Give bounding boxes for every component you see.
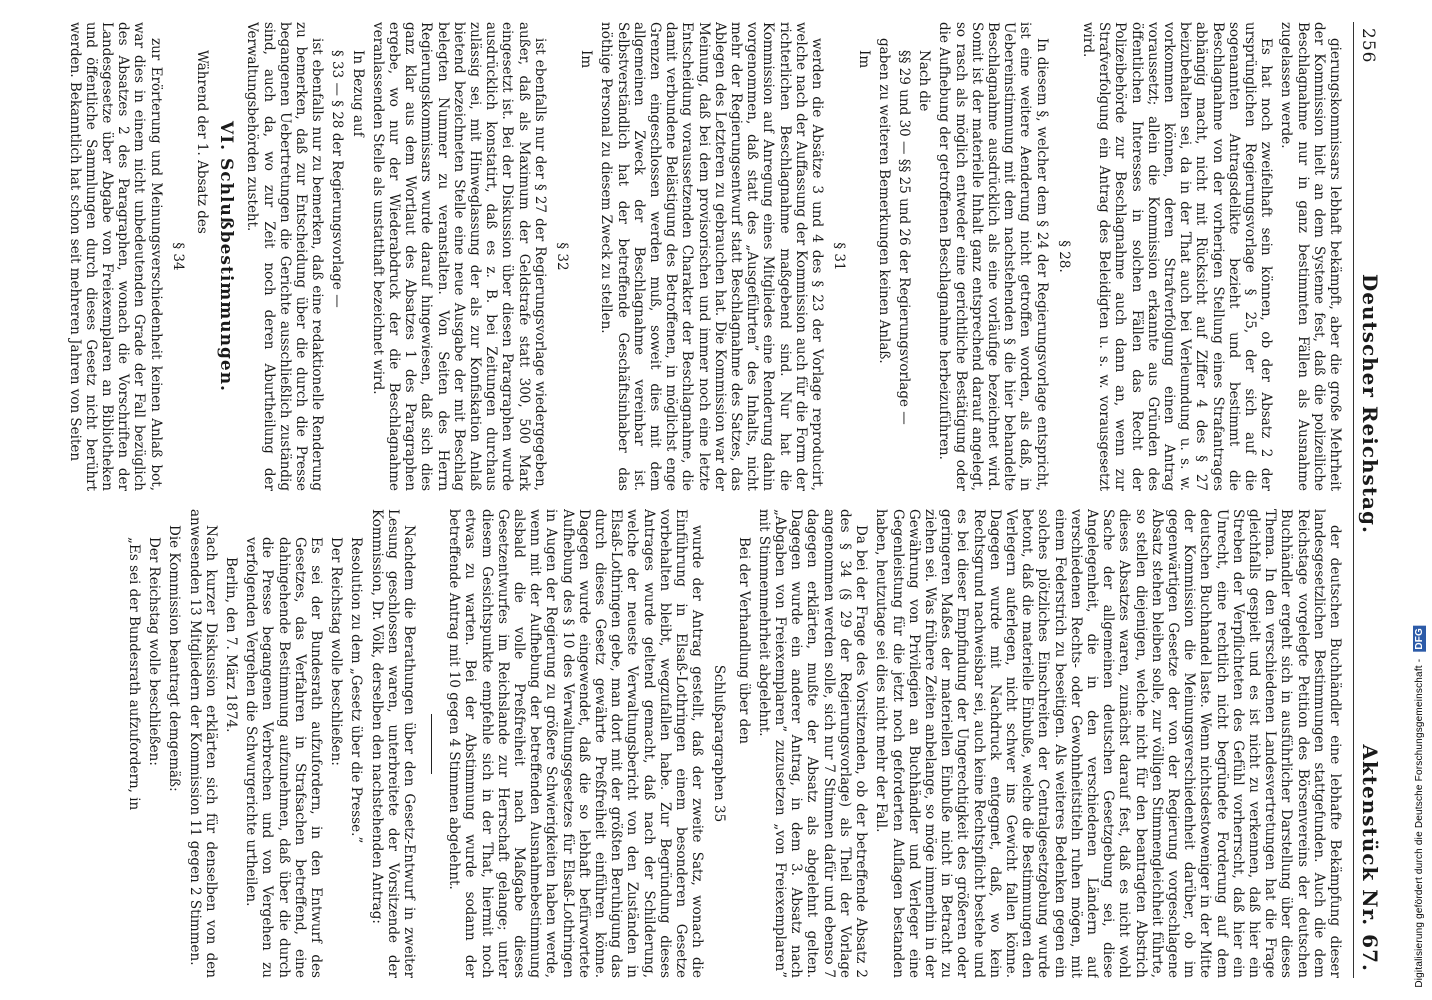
paragraph: Da bei der Frage des Vorsitzenden, ob der betreffende Absatz 2 des § 34 (§ 29 der Regierungsvorlage) als Theil der Vorlage angenommen werden solle, sich nur 7 Stimmen dafür und ebenso 7 dagegen erklärten, mußte der Absatz als abgelehnt gelten. Dagegen wurde ein anderer Antrag, in dem 3. Absatz nach „Abgaben von Freiexemplaren” zuzusetzen „von Freiexemplaren” mit Stimmenmehrheit abgelehnt.	[755, 509, 870, 978]
date-line: Berlin, den 7. März 1874.	[223, 557, 239, 733]
section-reference: § 33 — § 28 der Regierungsvorlage —	[329, 50, 346, 308]
paragraph: Bei der Verhandlung über den	[735, 537, 752, 744]
section-marker: § 32	[554, 242, 571, 271]
digitization-credit	[1413, 626, 1426, 988]
page-number: 256	[1358, 28, 1378, 64]
document-number: Aktenstück Nr. 67.	[1358, 744, 1382, 972]
paragraph: Während der 1. Absatz des	[194, 50, 210, 234]
credit-text: Digitalisierung gefördert durch die Deutsche Forschungsgemeinschaft -	[1414, 656, 1425, 988]
running-head	[1353, 22, 1382, 978]
paragraph: „Es sei der Bundesrath aufzufordern, in	[125, 537, 142, 811]
journal-title: Deutscher Reichstag.	[1358, 273, 1382, 534]
paragraph: gierungskommissars lebhaft bekämpft, aber die große Mehrheit der Kommission hielt an dem Systeme fest, daß die polizeiliche Beschlagnahme nur in ganz bestimmten Fällen als Ausnahme zugelassen werde.	[1278, 22, 1343, 491]
paragraph: In diesem §, welcher dem § 24 der Regierungsvorlage entspricht, ist eine weitere Aenderung nicht getroffen worden, als daß, in Uebereinstimmung mit dem nachstehenden § die hier behandelte Beschlagnahme ausdrücklich als eine vorläufige bezeichnet wird. Somit ist der materielle Inhalt ganz entsprechend darauf angelegt, so rasch als möglich entweder eine gerichtliche Bestätigung oder die Aufhebung der getroffenen Beschlagnahme herbeizuführen.	[936, 22, 1050, 491]
section-marker: § 28.	[1055, 240, 1072, 273]
section-heading: VI. Schlußbestimmungen.	[216, 121, 237, 392]
section-marker: § 31	[831, 242, 848, 271]
paragraph: ist ebenfalls nur der § 27 der Regierungsvorlage wiedergegeben, außer, daß als Maximum der Geldstrafe statt 300, 500 Mark eingesetzt ist. Bei der Diskussion über diesen Paragraphen wurde ausdrücklich konstatirt, daß es z. B. bei Zeitungen durchaus zulässig sei, mit Hinweglassung der als zur Konfiskation Anlaß bietend bezeichneten Stelle eine neue Ausgabe der mit Beschlag belegten Nummer zu veranstalten. Von Seiten des Herrn Regierungskommissars wurde darauf hingewiesen, daß sich dies ganz klar aus dem Wortlaut des Absatzes 1 des Paragraphen ergebe, wo nur der Wiederabdruck der die Beschlagnahme veranlassenden Stelle als unstatthaft bezeichnet wird.	[369, 22, 548, 491]
text-columns	[43, 22, 1343, 978]
dfg-logo: DFG	[1414, 628, 1425, 651]
paragraph: werden die Absätze 3 und 4 des § 23 der Vorlage reproducirt, welche nach der Auffassung der Kommission auch für die Form der richterlichen Beschlagnahme maßgebend sind. Nur hat die Kommission auf Anregung eines Mitgliedes eine Renderung dahin vorgenommen, daß statt des „Ausgeführten” des Inhalts, nicht mehr der Regierungsentwurf statt Beschlagnahme des Satzes, das Ablegen des Letzteren zu gebrauchen hat. Die Kommission war der Meinung, daß bei dem provisorischen und immer noch eine letzte Entscheidung voraussetzenden Charakter der Beschlagnahme, die damit verbundene Belästigung des Betroffenen, in möglichst enge Grenzen eingeschlossen werden muß, soweit dies mit dem allgemeinen Zweck der Beschlagnahme vereinbar ist. Selbstverständlich hat der betreffende Geschäftsinhaber das nöthige Personal zu diesem Zweck zu stellen.	[598, 22, 826, 491]
section-reference: §§ 29 und 30 — §§ 25 und 26 der Regierungsvorlage —	[895, 50, 912, 425]
paragraph: Nachdem die Berathungen über den Gesetz-Entwurf in zweiter Lesung geschlossen waren, unterbreitete der Vorsitzende der Kommission, Dr. Völk, derselben den nachstehenden Antrag:	[368, 509, 418, 978]
paragraph: Nach kurzer Diskussion erklärten sich für denselben von den anwesenden 13 Mitgliedern der Kommission 11 gegen 2 Stimmen.	[186, 509, 219, 978]
paragraph: Die Kommission beantragt demgemäß:	[166, 525, 183, 792]
paragraph: Es sei der Bundesrath aufzufordern, in den Entwurf des Gesetzes, das Verfahren in Strafsachen betreffend, eine dahingehende Bestimmung aufzunehmen, daß über die durch die Presse begangenen Verbrechen und von Vergehen zu verfolgenden Vergehen die Schwurgerichte urtheilen.	[243, 537, 325, 978]
right-column	[43, 509, 1343, 978]
paragraph: Nach die	[916, 50, 933, 112]
paragraph: Der Reichstag wolle beschließen:	[328, 537, 345, 766]
left-column	[43, 22, 1343, 491]
paragraph: zur Erörterung und Meinungsverschiedenheit keinen Anlaß bot, war dies in einem nicht unbedeutenden Grade der Fall bezüglich des Absatzes 2 des Paragraphen, wonach die Vorschriften der Landesgesetze über Abgabe von Freiexemplaren an Bibliotheken und öffentliche Sammlungen durch dieses Gesetz nicht berührt werden. Bekanntlich hat schon seit mehreren Jahren von Seiten	[66, 22, 164, 491]
paragraph: In Bezug auf	[349, 50, 366, 137]
paragraph: Der Reichstag wolle beschließen:	[146, 537, 163, 766]
paragraph: Es hat noch zweifelhaft sein können, ob der Absatz 2 der ursprünglichen Regierungsvorlage § 25, der sich auf die sogenannten Antragsdelikte bezieht und bestimmt die Beschlagnahme von der vorherigen Stellung eines Strafantrages abhängig macht, nicht mit Rücksicht auf Ziffer 4 des § 27 beizubehalten sei, da in der That auch bei Verleumdung u. s. w. vorkommen können, deren Strafverfolgung einen Antrag voraussetzt; allein die Kommission erkannte aus Gründen des öffentlichen Interesses in solchen Fällen das Recht der Polizeibehörde zur Beschlagnahme auch dann an, wenn zur Strafverfolgung ein Antrag des Beleidigten u. s. w. vorausgesetzt wird.	[1079, 22, 1275, 491]
paragraph: Im	[855, 50, 872, 69]
paragraph: wurde der Antrag gestellt, daß der zweite Satz, wonach die Einführung in Elsaß-Lothringen einem besonderen Gesetze vorbehalten bleibt, wegzufallen habe. Zur Begründung dieses Antrages wurde geltend gemacht, daß nach der Schilderung, welche der neueste Verwaltungsbericht von den Zuständen in Elsaß-Lothringen gebe, man dort mit der größten Beruhigung das durch dieses Gesetz gewährte Preßfreiheit einführen könne. Dagegen wurde eingewendet, daß die so lebhaft befürwortete Aufhebung des § 10 des Verwaltungsgesetzes für Elsaß-Lothringen in Augen der Regierung zu größere Schwierigkeiten haben werde, wenn mit der Aufhebung der betreffenden Ausnahmebestimmung alsbald die volle Preßfreiheit nach Maßgabe dieses Gesetzentwurfes im Reichslande zur Herrschaft gelange; unter diesem Gesichtspunkte empfehle sich in der That, hiermit noch etwas zu warten. Bei der Abstimmung wurde sodann der betreffende Antrag mit 10 gegen 4 Stimmen abgelehnt.	[446, 509, 706, 978]
paragraph: Im	[578, 50, 595, 69]
paragraph: gaben zu weiteren Bemerkungen keinen Anlaß.	[875, 38, 892, 364]
resolution-title: Resolution zu dem „Gesetz über die Presse.”	[348, 537, 365, 844]
paragraph: der deutschen Buchhändler eine lebhafte Bekämpfung dieser landesgesetzlichen Bestimmungen stattgefunden. Auch die dem Reichstage vorgelegte Petition des Börsenvereins der deutschen Buchhändler ergeht sich in ausführlicher Darstellung über dieses Thema. In den verschiedenen Landesvertretungen hat die Frage gleichfalls gespielt und es ist nicht zu verkennen, daß hier ein Streben der Verpflichteten des Gefühl vorherrscht, daß hier ein Unrecht, eine rechtlich nicht begründete Forderung auf dem deutschen Buchhandel laste. Wenn nichtsdestoweniger in der Mitte der Kommission die Meinungsverschiedenheit darüber, ob im gegenwärtigen Gesetze der von der Regierung vorgeschlagene Absatz stehen bleiben solle, zur völligen Stimmengleichheit führte, so stellen diejenigen, welche nicht für den beantragten Abstrich dieses Absatzes waren, zunächst darauf fest, daß es nicht wohl Sache der allgemeinen deutschen Gesetzgebung sei, diese Angelegenheit, die in den verschiedenen Ländern auf verschiedenen Rechts- oder Gewohnheitstiteln ruhen mögen, mit einem Federstrich zu beseitigen. Als weiteres Bedenken gegen ein solches plötzliches Einschreiten der Centralgesetzgebung wurde betont, daß die materielle Einbuße, welche die Bestimmungen den Verlegern auferlegen, nicht schwer ins Gewicht fallen könne. Dagegen wurde mit Nachdruck entgegnet, daß, wo kein Rechtsgrund nachweisbar sei, auch keine Rechtspflicht bestehe und es bei dieser Empfindung der Ungerechtigkeit des größeren oder geringeren Maßes der materiellen Einbuße nicht in Betracht zu ziehen sei. Was frühere Zeiten anbelange, so möge immerhin in der Gewährung von Privilegien an Buchhändler und Verleger eine Gegenleistung für die jetzt noch geforderten Auflagen bestanden haben, heutzutage sei dies nicht mehr der Fall.	[873, 509, 1343, 978]
divider-rule	[431, 714, 432, 774]
section-marker: Schlußparagraphen 35	[711, 664, 728, 823]
rotated-document-page	[26, 0, 1406, 1000]
section-marker: § 34	[169, 242, 186, 271]
paragraph: ist ebenfalls nur zu bemerken, daß eine redaktionelle Renderung zu bemerken, daß zur Entscheidung über die durch die Presse begangenen Uebertretungen die Gerichte ausschließlich zuständig sind, auch da, wo zur Zeit noch deren Aburtheilung der Verwaltungsbehörden zusteht.	[244, 22, 326, 491]
